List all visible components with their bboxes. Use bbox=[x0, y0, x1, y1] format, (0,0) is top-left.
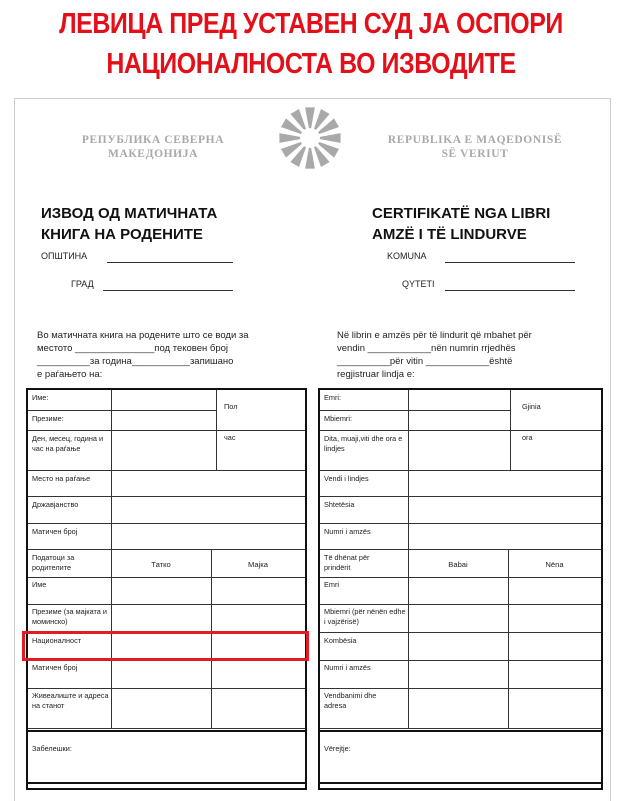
label-name-sq: Emri: bbox=[324, 393, 342, 402]
label-parent-name-mk: Име bbox=[32, 580, 47, 589]
headline-line-1: ЛЕВИЦА ПРЕД УСТАВЕН СУД ЈА ОСПОРИ bbox=[59, 8, 563, 40]
certificate-title-sq: CERTIFIKATË NGA LIBRI AMZË I TË LINDURVE bbox=[372, 205, 551, 243]
label-residence-sq: Vendbanimi dhe adresa bbox=[324, 691, 377, 710]
remarks-box-mk bbox=[26, 730, 307, 790]
label-id-number-mk: Матичен број bbox=[32, 527, 78, 536]
municipality-line-mk[interactable] bbox=[107, 262, 233, 263]
municipality-label-mk: ОПШТИНА bbox=[41, 251, 88, 261]
registry-table-sq bbox=[318, 388, 603, 784]
label-birthplace-sq: Vendi i lindjes bbox=[324, 474, 369, 483]
headline-line-2: НАЦИОНАЛНОСТА ВО ИЗВОДИТЕ bbox=[106, 48, 516, 80]
label-parent-id-number-mk: Матичен број bbox=[32, 663, 78, 672]
label-hour-mk: час bbox=[224, 433, 236, 442]
label-citizenship-mk: Државјанство bbox=[32, 500, 79, 509]
label-sex-sq: Gjinia bbox=[522, 402, 541, 411]
label-father-sq: Babai bbox=[448, 560, 468, 569]
remarks-box-sq bbox=[318, 730, 603, 790]
sun-rays-emblem-icon bbox=[277, 105, 343, 171]
certificate-title-mk: ИЗВОД ОД МАТИЧНАТА КНИГА НА РОДЕНИТЕ bbox=[41, 205, 218, 243]
label-citizenship-sq: Shtetësia bbox=[324, 500, 355, 509]
emblem-ray bbox=[279, 133, 300, 143]
label-mother-mk: Мајка bbox=[247, 560, 269, 569]
label-nationality-sq: Kombësia bbox=[324, 636, 357, 645]
label-nationality-mk: Националност bbox=[32, 636, 82, 645]
republic-name-sq: REPUBLIKA E MAQEDONISË SË VERIUT bbox=[387, 134, 563, 160]
nationality-highlight-box bbox=[22, 631, 309, 661]
registry-paragraph-sq: Në librin e amzës për të lindurit që mbahet për vendin ____________nën numrin rrjedhës __________për vitin ____________është regjistruar lindja e: bbox=[337, 330, 532, 380]
label-dob-sq: Dita, muaji,viti dhe ora e lindjes bbox=[324, 434, 403, 453]
label-hour-sq: ora bbox=[522, 433, 533, 442]
municipality-label-sq: KOMUNA bbox=[387, 251, 427, 261]
label-dob-mk: Ден, месец, година и час на раѓање bbox=[32, 434, 104, 453]
registry-table-mk bbox=[26, 388, 307, 784]
label-father-mk: Татко bbox=[151, 560, 171, 569]
label-id-number-sq: Numri i amzës bbox=[324, 527, 371, 536]
label-remarks-sq: Vërejtje: bbox=[324, 744, 351, 753]
city-label-mk: ГРАД bbox=[71, 279, 94, 289]
city-label-sq: QYTETI bbox=[402, 279, 435, 289]
municipality-line-sq[interactable] bbox=[445, 262, 575, 263]
label-birthplace-mk: Место на раѓање bbox=[32, 474, 91, 483]
emblem-ray bbox=[305, 107, 315, 128]
birth-certificate-document bbox=[14, 98, 611, 801]
city-line-sq[interactable] bbox=[445, 290, 575, 291]
city-line-mk[interactable] bbox=[103, 290, 233, 291]
emblem-ray bbox=[305, 148, 315, 169]
label-mother-sq: Nëna bbox=[545, 560, 564, 569]
label-parent-id-number-sq: Numri i amzës bbox=[324, 663, 371, 672]
registry-paragraph-mk: Во матичната книга на родените што се води за местото _______________под тековен број __________за година___________запишано е раѓањето на: bbox=[37, 330, 249, 380]
label-parents-data-mk: Податоци за родителите bbox=[32, 553, 75, 572]
label-surname-sq: Mbiemri: bbox=[324, 414, 352, 423]
label-sex-mk: Пол bbox=[224, 402, 238, 411]
republic-name-mk: РЕПУБЛИКА СЕВЕРНА МАКЕДОНИЈА bbox=[81, 134, 225, 160]
label-remarks-mk: Забелешки: bbox=[32, 744, 72, 753]
label-parents-data-sq: Të dhënat për prindërit bbox=[324, 553, 370, 572]
label-parent-surname-sq: Mbiemri (për nënën edhe i vajzërisë) bbox=[324, 607, 406, 626]
emblem-ray bbox=[320, 133, 341, 143]
label-parent-surname-mk: Презиме (за мајката и моминско) bbox=[32, 607, 107, 626]
label-parent-name-sq: Emri bbox=[324, 580, 339, 589]
label-name-mk: Име: bbox=[32, 393, 49, 402]
label-residence-mk: Живеалиште и адреса на станот bbox=[32, 691, 109, 710]
label-surname-mk: Презиме: bbox=[32, 414, 64, 423]
